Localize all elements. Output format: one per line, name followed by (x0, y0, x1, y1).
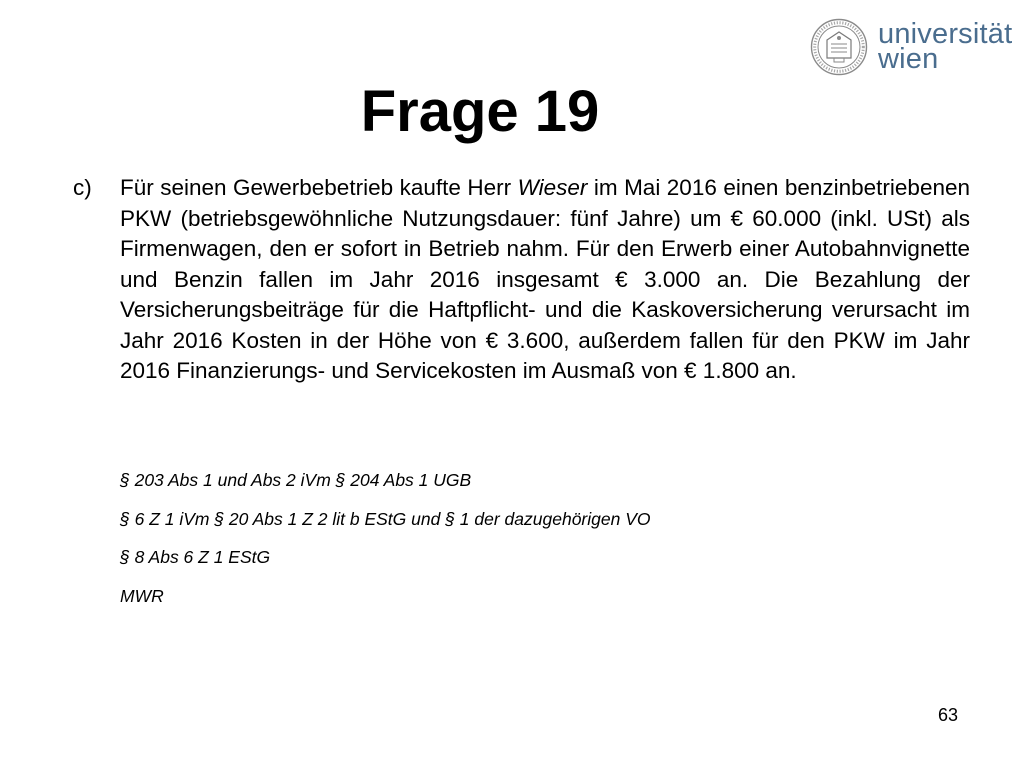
question-text (120, 173, 970, 387)
question-text-after: im Mai 2016 einen benzinbetriebenen PKW (betriebsgewöhnliche Nutzungsdauer: fünf Jahre) um € 60.000 (inkl. USt) als Firmenwagen, den er sofort in Betrieb nahm. Für den Erwerb einer Autobahnvignette und Benzin fallen im Jahr 2016 insgesamt € 3.000 an. Die Bezahlung der Versicherungsbeiträge für die Haftpflicht- und die Kaskoversicherung verursacht im Jahr 2016 Kosten in der Höhe von € 3.600, außerdem fallen für den PKW im Jahr 2016 Finanzierungs- und Servicekosten im Ausmaß von € 1.800 an. (120, 175, 970, 383)
legal-references (120, 470, 820, 624)
reference-item: § 203 Abs 1 und Abs 2 iVm § 204 Abs 1 UGB (120, 470, 472, 490)
wordmark-line2: wien (878, 43, 939, 75)
university-wordmark (878, 18, 1013, 75)
reference-item: MWR (120, 585, 164, 606)
question-label: c) (73, 175, 92, 200)
wordmark-line1: universität (878, 18, 1013, 50)
reference-item: § 8 Abs 6 Z 1 EStG (120, 547, 271, 567)
university-logo (808, 18, 1013, 80)
question-text-before: Für seinen Gewerbebetrieb kaufte Herr (120, 175, 518, 200)
reference-item: § 6 Z 1 iVm § 20 Abs 1 Z 2 lit b EStG und § 1 der dazugehörigen VO (120, 508, 651, 529)
page-title: Frage 19 (360, 79, 600, 144)
university-seal-icon (810, 18, 868, 76)
page-number: 63 (938, 705, 959, 725)
question-name: Wieser (517, 175, 588, 200)
